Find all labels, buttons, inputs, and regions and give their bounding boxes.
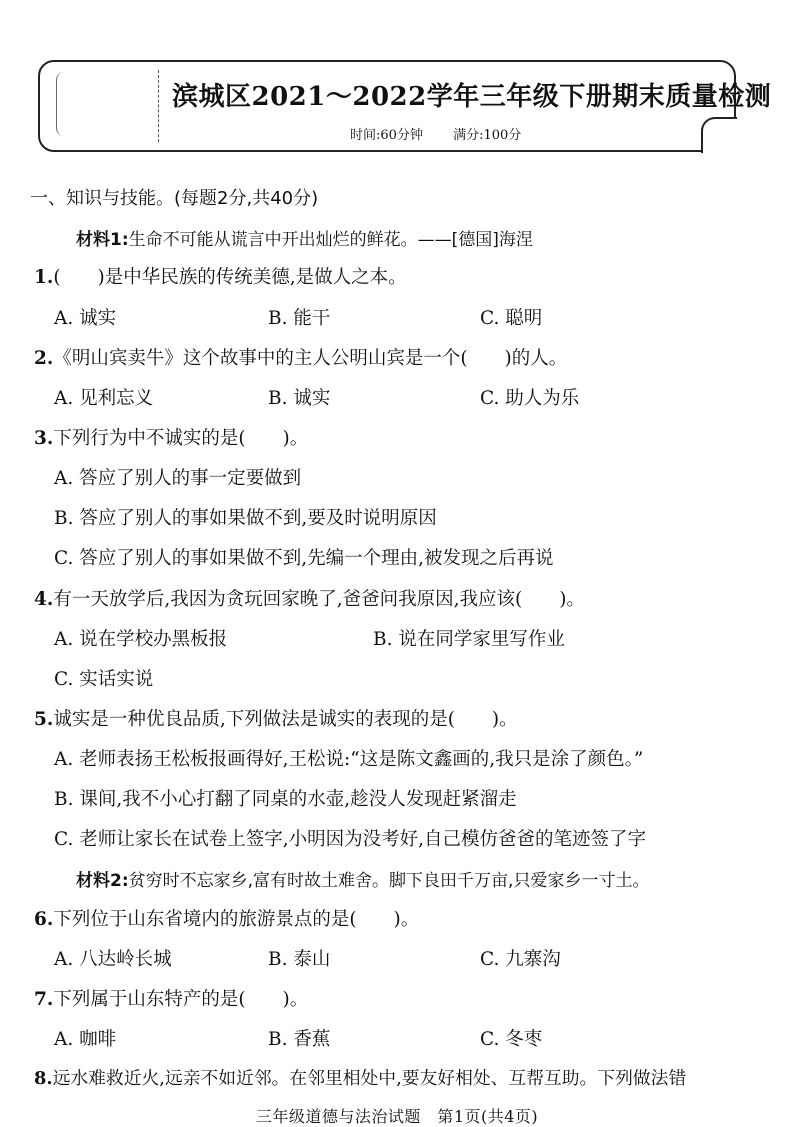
question-number: 6. [34,909,54,930]
material-label: 材料2: [76,871,129,891]
question-number: 5. [34,709,54,730]
option-b: B. 答应了别人的事如果做不到,要及时说明原因 [54,508,437,529]
option-b: B. 泰山 [268,949,331,970]
question-text: 《明山宾卖牛》这个故事中的主人公明山宾是一个( )的人。 [53,348,568,369]
question-text: 远水难救近火,远亲不如近邻。在邻里相处中,要友好相处、互帮互助。下列做法错 [52,1068,687,1089]
option-a: A. 见利忘义 [54,388,154,409]
question-text: ( )是中华民族的传统美德,是做人之本。 [53,267,407,288]
option-a: A. 老师表扬王松板报画得好,王松说:“这是陈文鑫画的,我只是涂了颜色。” [54,749,644,770]
option-c: C. 老师让家长在试卷上签字,小明因为没考好,自己模仿爸爸的笔迹签了字 [54,829,647,850]
binding-bracket [56,72,67,136]
question-5 [34,705,518,731]
option-c: C. 聪明 [480,308,543,329]
question-4 [34,585,585,611]
page-curl-corner [701,117,737,153]
question-7 [34,985,308,1011]
question-2 [34,344,567,370]
question-8 [34,1065,686,1090]
material-1 [76,225,533,250]
exam-score: 满分:100分 [453,128,522,143]
option-b: B. 香蕉 [268,1029,331,1050]
option-a: A. 答应了别人的事一定要做到 [54,468,302,489]
question-6 [34,905,419,931]
question-number: 8. [34,1068,53,1089]
question-number: 2. [34,348,54,369]
question-number: 3. [34,428,54,449]
option-a: A. 诚实 [54,308,117,329]
question-text: 有一天放学后,我因为贪玩回家晚了,爸爸问我原因,我应该( )。 [53,589,585,610]
option-a: A. 八达岭长城 [54,949,172,970]
exam-header [38,60,772,152]
question-1 [34,263,407,289]
section-heading: 一、知识与技能。(每题2分,共40分) [30,188,319,209]
question-number: 7. [34,989,54,1010]
material-2 [76,866,649,891]
question-text: 下列行为中不诚实的是( )。 [53,428,309,449]
exam-title: 滨城区2021～2022学年三年级下册期末质量检测 [172,82,772,112]
question-text: 下列位于山东省境内的旅游景点的是( )。 [53,909,420,930]
question-text: 诚实是一种优良品质,下列做法是诚实的表现的是( )。 [53,709,518,730]
option-a: A. 咖啡 [54,1029,117,1050]
page-footer: 三年级道德与法治试题 第1页(共4页) [255,1107,539,1126]
question-text: 下列属于山东特产的是( )。 [53,989,309,1010]
option-c: C. 九寨沟 [480,949,561,970]
option-b: B. 课间,我不小心打翻了同桌的水壶,趁没人发现赶紧溜走 [54,789,517,810]
question-3 [34,424,308,450]
material-text: 生命不可能从谎言中开出灿烂的鲜花。——[德国]海涅 [128,230,533,250]
exam-time: 时间:60分钟 [350,128,423,143]
header-divider [158,70,159,142]
question-number: 4. [34,589,54,610]
option-c: C. 答应了别人的事如果做不到,先编一个理由,被发现之后再说 [54,548,554,569]
option-c: C. 实话实说 [54,669,154,690]
question-number: 1. [34,267,54,288]
option-b: B. 说在同学家里写作业 [373,629,565,650]
material-label: 材料1: [76,230,129,250]
option-a: A. 说在学校办黑板报 [54,629,228,650]
material-text: 贫穷时不忘家乡,富有时故土难舍。脚下良田千万亩,只爱家乡一寸土。 [128,871,650,891]
exam-info [350,124,547,143]
option-c: C. 助人为乐 [480,388,580,409]
option-b: B. 诚实 [268,388,331,409]
option-c: C. 冬枣 [480,1029,543,1050]
option-b: B. 能干 [268,308,331,329]
